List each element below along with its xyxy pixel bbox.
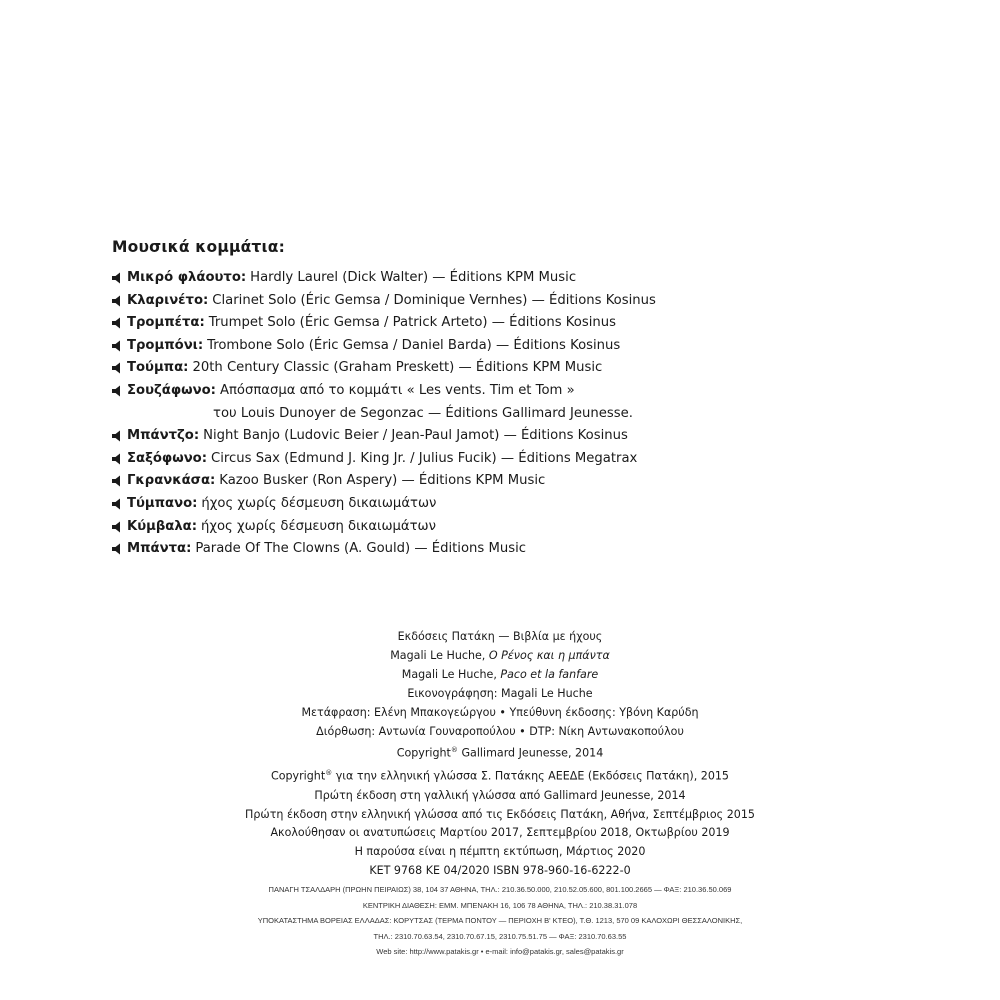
track-description: Clarinet Solo (Éric Gemsa / Dominique Vernhes) — Éditions Kosinus <box>212 292 656 308</box>
instrument-name: Μικρό φλάουτο <box>127 270 241 285</box>
address-line: ΚΕΝΤΡΙΚΗ ΔΙΑΘΕΣΗ: ΕΜΜ. ΜΠΕΝΑΚΗ 16, 106 78 ΑΘΗΝΑ, ΤΗΛ.: 210.38.31.078 <box>362 900 638 910</box>
instrument-name: Γκρανκάσα <box>127 473 211 489</box>
illustration-line: Εικονογράφηση: Magali Le Huche <box>407 686 593 700</box>
french-title-line <box>200 666 800 685</box>
instrument-name: Σουζάφωνο <box>127 382 211 398</box>
instrument-name: Μπάντα <box>127 541 187 557</box>
music-track-item <box>112 335 712 358</box>
instrument-name: Τύμπανο <box>127 495 193 511</box>
address-line: ΠΑΝΑΓΗ ΤΣΑΛΔΑΡΗ (ΠΡΩΗΝ ΠΕΙΡΑΙΩΣ) 38, 104 37 ΑΘΗΝΑ, ΤΗΛ.: 210.36.50.000, 210.52.05.600, 801.100.2665 — ΦΑΞ: 210.36.50.069 <box>268 885 732 894</box>
speaker-icon <box>112 516 125 538</box>
current-print-line: Η παρούσα είναι η πέμπτη εκτύπωση, Μάρτιος 2020 <box>354 845 646 859</box>
colon-separator: : <box>201 450 208 466</box>
proofreading-line: Διόρθωση: Αντωνία Γουναροπούλου • DTP: Νίκη Αντωνακοπούλου <box>316 724 684 738</box>
track-description: Parade Of The Clowns (A. Gould) — Éditions Music <box>195 541 526 557</box>
publisher-address-block <box>150 882 850 960</box>
speaker-icon <box>112 357 125 379</box>
registered-mark: ® <box>450 746 458 755</box>
credits-block <box>200 628 800 881</box>
first-edition-french-line: Πρώτη έκδοση στη γαλλική γλώσσα από Gallimard Jeunesse, 2014 <box>314 788 686 802</box>
track-description: Trombone Solo (Éric Gemsa / Daniel Barda) — Éditions Kosinus <box>207 337 621 353</box>
music-track-item <box>112 290 712 313</box>
music-tracks-section <box>112 238 712 561</box>
instrument-name: Τρομπόνι <box>127 337 198 353</box>
author-name: Magali Le Huche, <box>390 648 489 662</box>
speaker-icon <box>112 448 125 470</box>
registered-mark: ® <box>325 769 333 778</box>
greek-book-title: Ο Ρένος και η μπάντα <box>488 648 610 662</box>
speaker-icon <box>112 335 125 357</box>
music-track-list <box>112 267 712 561</box>
instrument-name: Τούμπα <box>127 360 184 376</box>
music-tracks-title: Μουσικά κομμάτια: <box>112 238 286 256</box>
address-line: ΥΠΟΚΑΤΑΣΤΗΜΑ ΒΟΡΕΙΑΣ ΕΛΛΑΔΑΣ: ΚΟΡΥΤΣΑΣ (ΤΕΡΜΑ ΠΟΝΤΟΥ — ΠΕΡΙΟΧΗ Β' ΚΤΕΟ), Τ.Θ. 1213, 570 09 ΚΑΛΟΧΩΡΙ ΘΕΣΣΑΛΟΝΙΚΗΣ, <box>257 916 743 926</box>
instrument-name: Κύμβαλα <box>127 518 192 534</box>
track-description: ήχος χωρίς δέσμευση δικαιωμάτων <box>201 518 436 534</box>
colon-separator: : <box>240 270 247 285</box>
speaker-icon <box>112 538 125 560</box>
track-description: 20th Century Classic (Graham Preskett) — Éditions KPM Music <box>192 360 603 376</box>
speaker-icon <box>112 425 125 447</box>
music-track-continuation <box>112 403 712 426</box>
series-line: Εκδόσεις Πατάκη — Βιβλία με ήχους <box>397 630 603 643</box>
instrument-name: Μπάντζο <box>127 428 194 444</box>
greek-title-line <box>200 647 800 666</box>
colon-separator: : <box>192 495 198 511</box>
colon-separator: : <box>210 382 216 398</box>
music-track-item <box>112 448 712 471</box>
copyright-greek-line: Copyright® για την ελληνική γλώσσα Σ. Πατάκης ΑΕΕΔΕ (Εκδόσεις Πατάκη), 2015 <box>270 769 729 783</box>
speaker-icon <box>112 380 125 402</box>
colon-separator: : <box>191 518 198 534</box>
colon-separator: : <box>199 315 205 331</box>
music-track-item <box>112 267 712 290</box>
speaker-icon <box>112 290 125 312</box>
address-line: ΤΗΛ.: 2310.70.63.54, 2310.70.67.15, 2310.75.51.75 — ΦΑΞ: 2310.70.63.55 <box>373 931 627 941</box>
music-track-item <box>112 538 712 561</box>
reprints-line: Ακολούθησαν οι ανατυπώσεις Μαρτίου 2017, Σεπτεμβρίου 2018, Οκτωβρίου 2019 <box>270 826 730 840</box>
music-track-item <box>112 425 712 448</box>
french-book-title: Paco et la fanfare <box>500 667 599 681</box>
speaker-icon <box>112 493 125 515</box>
track-description: Hardly Laurel (Dick Walter) — Éditions KPM Music <box>250 270 577 285</box>
colon-separator: : <box>210 473 216 489</box>
colon-separator: : <box>193 428 200 444</box>
track-description: Night Banjo (Ludovic Beier / Jean-Paul Jamot) — Éditions Kosinus <box>203 428 628 444</box>
copyright-original-line: Copyright® Gallimard Jeunesse, 2014 <box>396 746 604 761</box>
track-description: Circus Sax (Edmund J. King Jr. / Julius Fucik) — Éditions Megatrax <box>211 450 638 466</box>
isbn-line: ΚΕΤ 9768 ΚΕ 04/2020 ISBN 978-960-16-6222-0 <box>369 864 631 878</box>
speaker-icon <box>112 267 125 289</box>
instrument-name: Κλαρινέτο <box>127 292 204 308</box>
music-track-item <box>112 357 712 380</box>
track-description: Trumpet Solo (Éric Gemsa / Patrick Arteto) — Éditions Kosinus <box>208 315 616 331</box>
music-track-item <box>112 312 712 335</box>
colon-separator: : <box>186 541 192 557</box>
author-name: Magali Le Huche, <box>401 667 501 681</box>
instrument-name: Τρομπέτα <box>127 315 200 331</box>
speaker-icon <box>112 470 125 492</box>
colon-separator: : <box>203 292 209 308</box>
music-track-item <box>112 516 712 539</box>
instrument-name: Σαξόφωνο <box>127 450 202 466</box>
track-description-continuation: του Louis Dunoyer de Segonzac — Éditions Gallimard Jeunesse. <box>213 405 633 421</box>
colon-separator: : <box>197 337 204 353</box>
music-track-item <box>112 380 712 403</box>
track-description: Kazoo Busker (Ron Aspery) — Éditions KPM Music <box>219 473 546 489</box>
web-contact-line: Web site: http://www.patakis.gr • e-mail: info@patakis.gr, sales@patakis.gr <box>376 947 624 957</box>
track-description: ήχος χωρίς δέσμευση δικαιωμάτων <box>201 495 437 511</box>
music-track-item <box>112 470 712 493</box>
speaker-icon <box>112 312 125 334</box>
track-description: Απόσπασμα από το κομμάτι « Les vents. Tim et Tom » <box>219 382 575 398</box>
colon-separator: : <box>183 360 189 376</box>
music-track-item <box>112 493 712 516</box>
translation-line: Μετάφραση: Ελένη Μπακογεώργου • Υπεύθυνη έκδοσης: Υβόνη Καρύδη <box>301 705 699 719</box>
first-edition-greek-line: Πρώτη έκδοση στην ελληνική γλώσσα από τις Εκδόσεις Πατάκη, Αθήνα, Σεπτέμβριος 2015 <box>245 807 755 821</box>
